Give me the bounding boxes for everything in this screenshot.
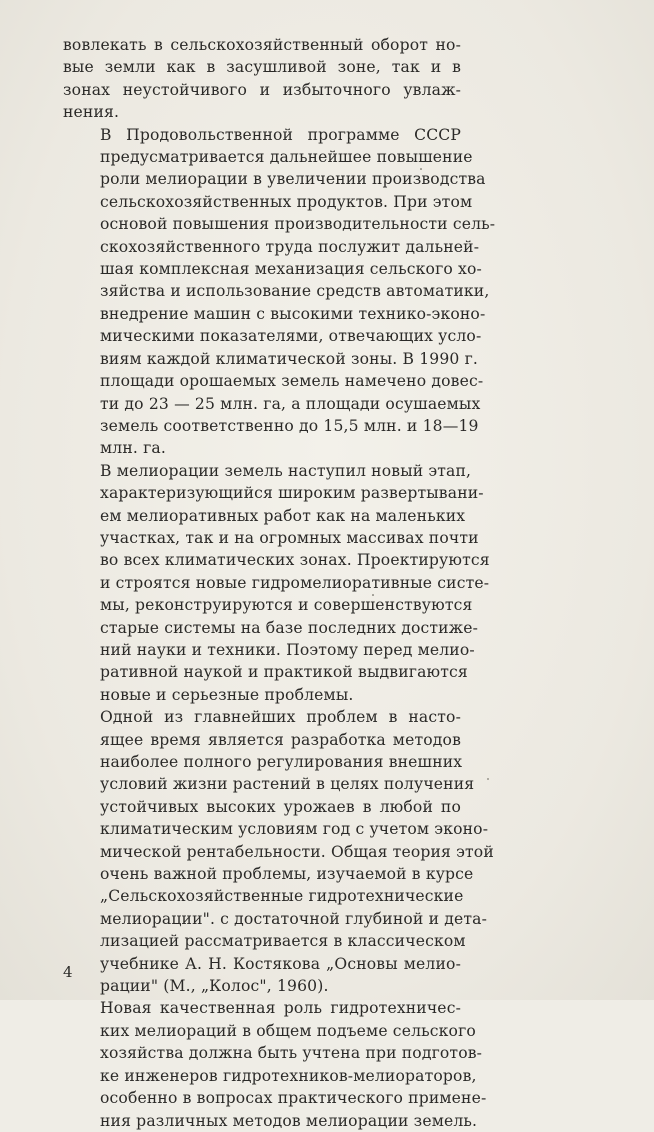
text-line: устойчивых высоких урожаев в любой по [100, 797, 461, 816]
text-line: характеризующийся широким развертывани- [100, 484, 484, 503]
text-line: шая комплексная механизация сельского хо- [100, 260, 482, 279]
text-line: очень важной проблемы, изучаемой в курсе [100, 865, 474, 884]
paragraph [63, 706, 494, 997]
text-line: учебнике А. Н. Костякова „Основы мелио- [100, 954, 461, 973]
text-line: климатическим условиям год с учетом эконо- [100, 820, 489, 839]
text-line: площади орошаемых земель намечено довес- [100, 372, 484, 391]
text-line: хозяйства должна быть учтена при подготов- [100, 1044, 483, 1063]
paragraph [63, 460, 490, 706]
page-number: 4 [63, 963, 73, 981]
text-line: ких мелиораций в общем подъеме сельского [100, 1021, 476, 1040]
text-line: особенно в вопросах практического примене- [100, 1089, 487, 1108]
text-line: старые системы на базе последних достиже- [100, 618, 478, 637]
print-speck [372, 594, 374, 596]
text-line: и строятся новые гидромелиоративные систе- [100, 573, 490, 592]
text-line: млн. га. [100, 439, 166, 458]
text-line: зонах неустойчивого и избыточного увлаж- [63, 80, 461, 99]
text-line: основой повышения производительности сель- [100, 215, 496, 234]
text-line: вые земли как в засушливой зоне, так и в [63, 58, 461, 77]
text-line: „Сельскохозяйственные гидротехнические [100, 887, 464, 906]
paragraph [63, 124, 496, 460]
text-line: ти до 23 — 25 млн. га, а площади осушаемых [100, 394, 481, 413]
body-text [63, 34, 496, 1132]
paragraph [63, 997, 487, 1131]
text-line: роли мелиорации в увеличении производства [100, 170, 486, 189]
text-line: Новая качественная роль гидротехничес- [100, 999, 461, 1018]
text-line: вовлекать в сельскохозяйственный оборот но- [63, 36, 461, 54]
text-line: зяйства и использование средств автоматики, [100, 282, 490, 301]
text-line: условий жизни растений в целях получения [100, 775, 475, 794]
paragraph [63, 34, 461, 124]
text-line: лизацией рассматривается в классическом [100, 932, 466, 951]
text-line: сельскохозяйственных продуктов. При этом [100, 192, 473, 211]
text-line: мы, реконструируются и совершенствуются [100, 596, 473, 615]
text-line: виям каждой климатической зоны. В 1990 г. [100, 349, 479, 368]
text-line: нения. [63, 103, 120, 122]
text-line: во всех климатических зонах. Проектируются [100, 551, 490, 570]
print-speck [420, 168, 422, 170]
text-line: мической рентабельности. Общая теория этой [100, 842, 494, 861]
text-line: ний науки и техники. Поэтому перед мелио- [100, 640, 475, 659]
text-line: ем мелиоративных работ как на маленьких [100, 506, 466, 525]
text-line: земель соответственно до 15,5 млн. и 18—19 [100, 416, 479, 435]
text-line: ке инженеров гидротехников-мелиораторов, [100, 1066, 477, 1085]
text-line: наиболее полного регулирования внешних [100, 753, 463, 771]
text-line: участках, так и на огромных массивах почти [100, 528, 479, 547]
text-line: рации" (М., „Колос", 1960). [100, 977, 329, 996]
print-speck [487, 778, 489, 780]
text-line: Одной из главнейших проблем в насто- [100, 708, 461, 727]
text-line: В Продовольственной программе СССР [100, 125, 461, 144]
text-line: ния различных методов мелиорации земель. [100, 1111, 478, 1130]
text-line: ративной наукой и практикой выдвигаются [100, 663, 468, 682]
text-line: новые и серьезные проблемы. [100, 685, 354, 704]
text-line: мелиорации". с достаточной глубиной и дета- [100, 909, 488, 928]
text-line: скохозяйственного труда послужит дальней- [100, 237, 480, 256]
text-line: ящее время является разработка методов [100, 730, 461, 749]
text-line: внедрение машин с высокими технико-эконо- [100, 304, 486, 323]
text-line: предусматривается дальнейшее повышение [100, 148, 473, 167]
text-line: В мелиорации земель наступил новый этап, [100, 461, 472, 480]
text-line: мическими показателями, отвечающих усло- [100, 327, 482, 346]
